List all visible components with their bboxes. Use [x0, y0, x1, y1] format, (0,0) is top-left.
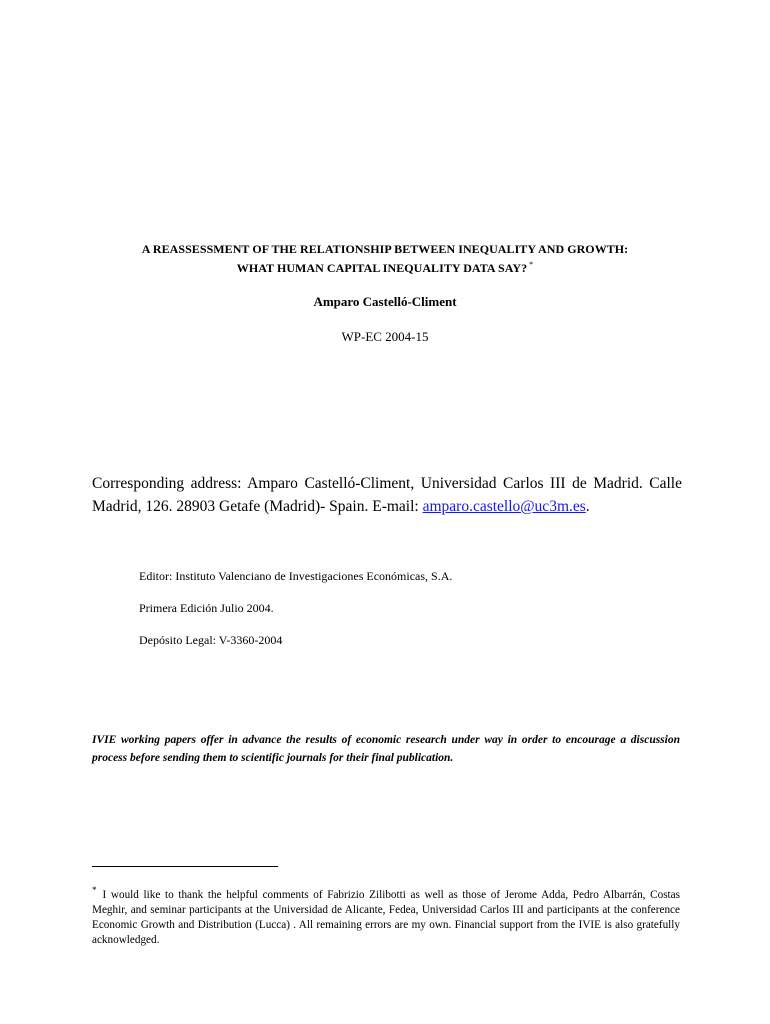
edition-line: Primera Edición Julio 2004. [139, 601, 274, 615]
corresponding-address-text: Corresponding address: Amparo Castelló-Climent, Universidad Carlos III de Madrid. Calle Madrid, 126. 28903 Getafe (Madrid)- Spain. E-mail: [92, 475, 682, 515]
working-paper-number: WP-EC 2004-15 [341, 329, 429, 344]
footnote-divider [92, 866, 278, 867]
title-text-line-2: WHAT HUMAN CAPITAL INEQUALITY DATA SAY? [236, 261, 528, 275]
title-line-2 [0, 261, 770, 276]
corresponding-address [92, 472, 682, 518]
legal-deposit-line: Depósito Legal: V-3360-2004 [139, 633, 283, 647]
editor-line: Editor: Instituto Valenciano de Investigaciones Económicas, S.A. [139, 569, 453, 583]
title-text-line-1: A REASSESSMENT OF THE RELATIONSHIP BETWEEN INEQUALITY AND GROWTH: [141, 242, 629, 256]
footnote-mark: * [92, 885, 97, 895]
title-line-1 [0, 242, 770, 257]
email-link[interactable]: amparo.castello@uc3m.es [422, 498, 586, 515]
title-footnote-mark[interactable]: * [529, 260, 534, 269]
acknowledgement-footnote [92, 885, 680, 948]
footnote-text: I would like to thank the helpful comments of Fabrizio Zilibotti as well as those of Jerome Adda, Pedro Albarrán, Costas Meghir, and seminar participants at the Universidad de Alicante, Fedea, Universidad Carlos III and participants at the conference Economic Growth and Distribution (Lucca) . All remaining errors are my own. Financial support from the IVIE is also gratefully acknowledged. [92, 889, 680, 946]
ivie-notice: IVIE working papers offer in advance the results of economic research under way in order to encourage a discussion process before sending them to scientific journals for their final publication. [92, 734, 680, 764]
corresponding-address-period: . [585, 498, 590, 515]
author-name: Amparo Castelló-Climent [313, 294, 457, 309]
